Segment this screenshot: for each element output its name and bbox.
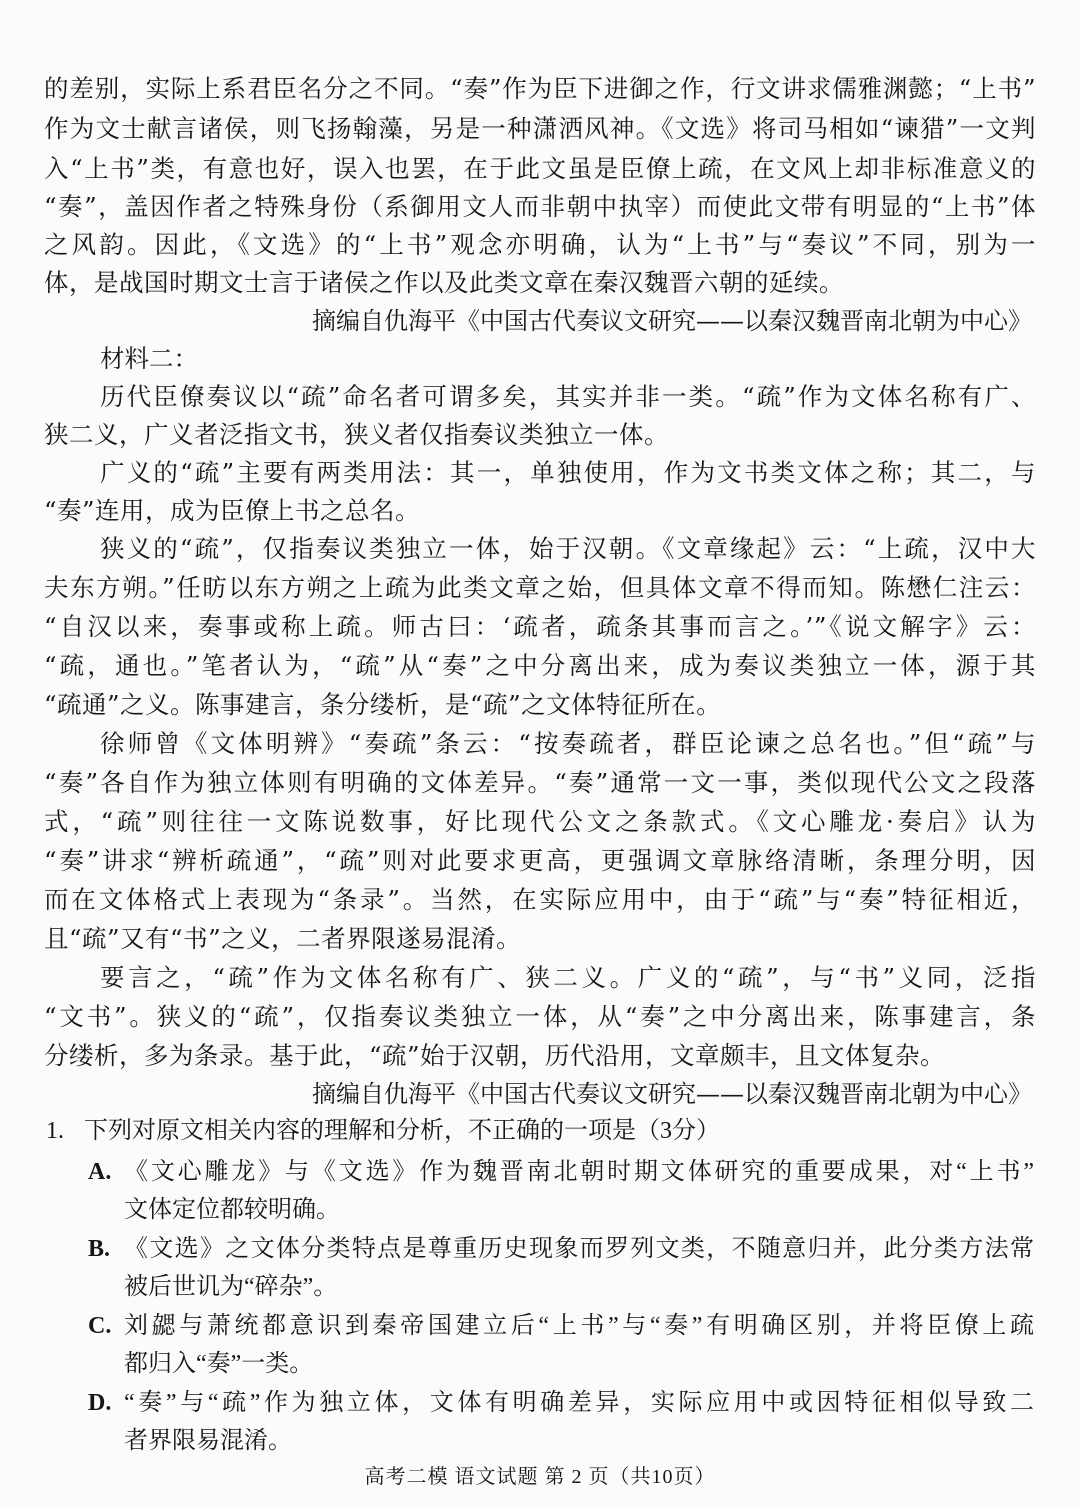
text-line: “疏通”之义。陈事建言，条分缕析，是“疏”之文体特征所在。: [44, 690, 722, 719]
text-line: “疏，通也。”笔者认为，“疏”从“奏”之中分离出来，成为奏议类独立一体，源于其: [44, 651, 1036, 680]
text-line: 而在文体格式上表现为“条录”。当然，在实际应用中，由于“疏”与“奏”特征相近，: [44, 885, 1036, 914]
text-line: “文书”。狭义的“疏”，仅指奏议类独立一体，从“奏”之中分离出来，陈事建言，条: [44, 1002, 1036, 1031]
option-text: 被后世讥为“碎杂”。: [124, 1274, 338, 1300]
text-line: 分缕析，多为条录。基于此，“疏”始于汉朝，历代沿用，文章颇丰，且文体复杂。: [44, 1041, 946, 1070]
text-line: 之风韵。因此，《文选》的“上书”观念亦明确，认为“上书”与“奏议”不同，别为一: [44, 230, 1036, 259]
text-line: 体，是战国时期文士言于诸侯之作以及此类文章在秦汉魏晋六朝的延续。: [44, 268, 844, 297]
option-letter: A.: [88, 1159, 112, 1185]
option-text: 者界限易混淆。: [124, 1428, 292, 1454]
text-line: 入“上书”类，有意也好，误入也罢，在于此文虽是臣僚上疏，在文风上却非标准意义的: [44, 154, 1036, 183]
text-line: 且“疏”又有“书”之义，二者界限遂易混淆。: [44, 924, 522, 953]
source-citation-2: 摘编自仇海平《中国古代奏议文研究——以秦汉魏晋南北朝为中心》: [312, 1080, 1032, 1108]
text-line: 狭二义，广义者泛指文书，狭义者仅指奏议类独立一体。: [44, 420, 669, 449]
question-stem: 下列对原文相关内容的理解和分析，不正确的一项是（3分）: [84, 1118, 720, 1144]
text-line: 历代臣僚奏议以“疏”命名者可谓多矣，其实并非一类。“疏”作为文体名称有广、: [100, 382, 1036, 411]
text-line: “奏”连用，成为臣僚上书之总名。: [44, 496, 421, 525]
page-footer: 高考二模 语文试题 第 2 页（共10页）: [364, 1466, 716, 1488]
text-line: 狭义的“疏”，仅指奏议类独立一体，始于汉朝。《文章缘起》云：“上疏，汉中大: [100, 534, 1036, 563]
option-text: “奏”与“疏”作为独立体，文体有明确差异，实际应用中或因特征相似导致二: [124, 1390, 1034, 1416]
option-text: 文体定位都较明确。: [124, 1197, 340, 1223]
text-line: “奏”，盖因作者之特殊身份（系御用文人而非朝中执宰）而使此文带有明显的“上书”体: [44, 192, 1036, 221]
source-citation-1: 摘编自仇海平《中国古代奏议文研究——以秦汉魏晋南北朝为中心》: [312, 307, 1032, 335]
option-text: 《文心雕龙》与《文选》作为魏晋南北朝时期文体研究的重要成果，对“上书”: [124, 1159, 1034, 1185]
option-letter: D.: [88, 1390, 112, 1416]
question-number: 1.: [46, 1118, 64, 1144]
text-line: 的差别，实际上系君臣名分之不同。“奏”作为臣下进御之作，行文讲求儒雅渊懿；“上书”: [44, 74, 1036, 103]
text-line: “自汉以来，奏事或称上疏。师古曰：‘疏者，疏条其事而言之。’”《说文解字》云：: [44, 612, 1036, 641]
text-line: 作为文士献言诸侯，则飞扬翰藻，另是一种潇洒风神。《文选》将司马相如“谏猎”一文判: [44, 114, 1036, 143]
option-text: 刘勰与萧统都意识到秦帝国建立后“上书”与“奏”有明确区别，并将臣僚上疏: [124, 1313, 1034, 1339]
text-line: 夫东方朔。”任昉以东方朔之上疏为此类文章之始，但具体文章不得而知。陈懋仁注云：: [44, 573, 1036, 602]
option-letter: C.: [88, 1313, 112, 1339]
text-line: 要言之，“疏”作为文体名称有广、狭二义。广义的“疏”，与“书”义同，泛指: [100, 963, 1036, 992]
text-line: 徐师曾《文体明辨》“奏疏”条云：“按奏疏者，群臣论谏之总名也。”但“疏”与: [100, 729, 1036, 758]
text-line: 式，“疏”则往往一文陈说数事，好比现代公文之条款式。《文心雕龙·奏启》认为: [44, 807, 1036, 836]
option-letter: B.: [88, 1236, 111, 1262]
text-line: “奏”各自作为独立体则有明确的文体差异。“奏”通常一文一事，类似现代公文之段落: [44, 768, 1036, 797]
text-line: 广义的“疏”主要有两类用法：其一，单独使用，作为文书类文体之称；其二，与: [100, 458, 1036, 487]
option-text: 都归入“奏”一类。: [124, 1351, 314, 1377]
option-text: 《文选》之文体分类特点是尊重历史现象而罗列文类，不随意归并，此分类方法常: [124, 1236, 1034, 1262]
material2-heading: 材料二：: [100, 344, 198, 373]
text-line: “奏”讲求“辨析疏通”，“疏”则对此要求更高，更强调文章脉络清晰，条理分明，因: [44, 846, 1036, 875]
